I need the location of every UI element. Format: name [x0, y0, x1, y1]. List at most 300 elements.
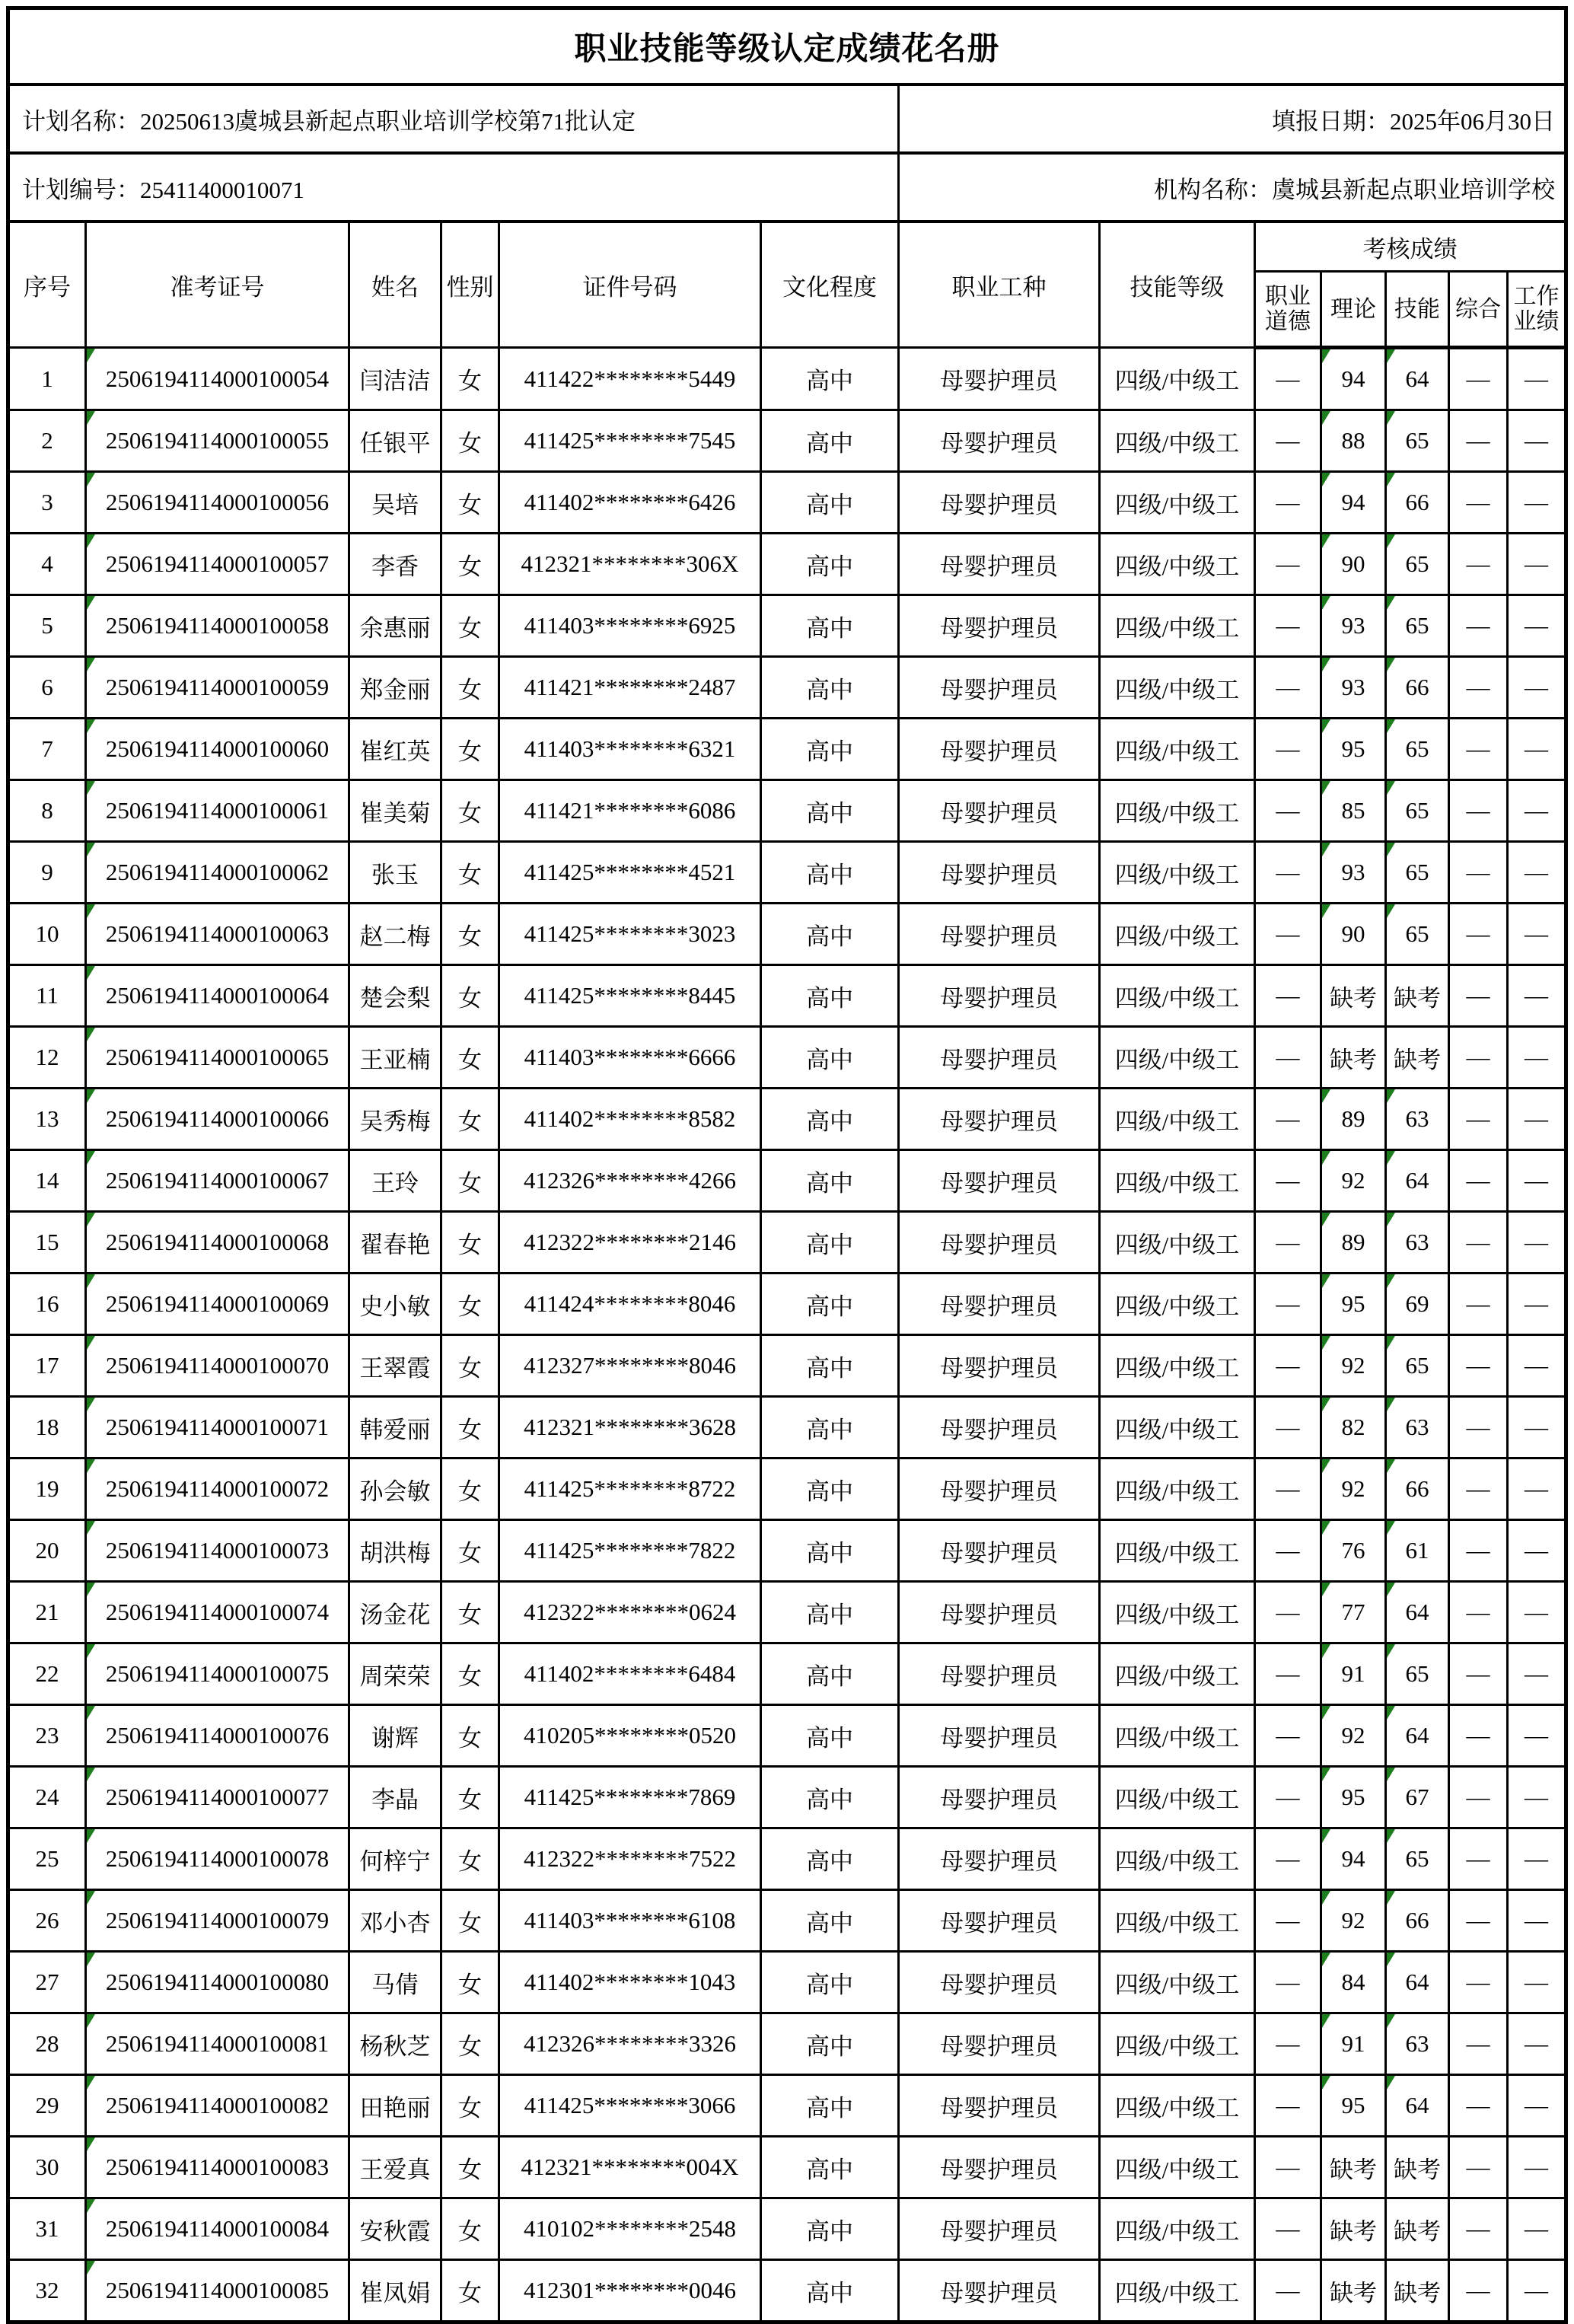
cell-comprehensive: — [1449, 1150, 1508, 1212]
cell-seq: 24 [8, 1767, 86, 1828]
cell-id-no: 412321********3628 [499, 1397, 761, 1458]
cell-skill-level: 四级/中级工 [1100, 1027, 1255, 1089]
table-row [8, 472, 1566, 534]
cell-name: 翟春艳 [349, 1212, 441, 1274]
cell-occupation: 母婴护理员 [899, 904, 1100, 965]
cell-exam-no: 2506194114000100074 [86, 1582, 349, 1643]
cell-name: 任银平 [349, 410, 441, 472]
cell-theory: 84 [1321, 1952, 1386, 2013]
cell-exam-no: 2506194114000100083 [86, 2137, 349, 2198]
table-row [8, 534, 1566, 595]
cell-skill-level: 四级/中级工 [1100, 472, 1255, 534]
cell-gender: 女 [441, 595, 499, 657]
cell-skill-level: 四级/中级工 [1100, 2260, 1255, 2322]
cell-comprehensive: — [1449, 1828, 1508, 1890]
cell-name: 楚会梨 [349, 965, 441, 1027]
cell-ethics: — [1255, 1520, 1321, 1582]
cell-id-no: 411402********8582 [499, 1089, 761, 1150]
table-row [8, 595, 1566, 657]
cell-skill-score: 缺考 [1386, 965, 1449, 1027]
cell-education: 高中 [761, 1274, 899, 1335]
cell-id-no: 410205********0520 [499, 1705, 761, 1767]
cell-seq: 31 [8, 2198, 86, 2260]
cell-work: — [1508, 1089, 1566, 1150]
cell-work: — [1508, 534, 1566, 595]
cell-skill-level: 四级/中级工 [1100, 965, 1255, 1027]
cell-skill-level: 四级/中级工 [1100, 534, 1255, 595]
cell-name: 汤金花 [349, 1582, 441, 1643]
table-row [8, 842, 1566, 904]
cell-comprehensive: — [1449, 1089, 1508, 1150]
cell-name: 崔红英 [349, 719, 441, 780]
table-row [8, 1089, 1566, 1150]
cell-ethics: — [1255, 1027, 1321, 1089]
cell-ethics: — [1255, 534, 1321, 595]
cell-id-no: 411403********6321 [499, 719, 761, 780]
cell-exam-no: 2506194114000100084 [86, 2198, 349, 2260]
header-work [1508, 272, 1566, 348]
cell-education: 高中 [761, 595, 899, 657]
header-ethics-label: 职业道德 [1265, 284, 1311, 334]
cell-occupation: 母婴护理员 [899, 965, 1100, 1027]
title-row [8, 8, 1566, 85]
cell-occupation: 母婴护理员 [899, 1767, 1100, 1828]
cell-theory: 82 [1321, 1397, 1386, 1458]
cell-occupation: 母婴护理员 [899, 1397, 1100, 1458]
cell-ethics: — [1255, 348, 1321, 410]
cell-skill-score: 63 [1386, 1212, 1449, 1274]
cell-exam-no: 2506194114000100059 [86, 657, 349, 719]
cell-skill-level: 四级/中级工 [1100, 1828, 1255, 1890]
cell-work: — [1508, 2198, 1566, 2260]
cell-exam-no: 2506194114000100068 [86, 1212, 349, 1274]
cell-skill-score: 66 [1386, 472, 1449, 534]
cell-id-no: 412322********2146 [499, 1212, 761, 1274]
cell-skill-score: 65 [1386, 780, 1449, 842]
table-row [8, 2075, 1566, 2137]
cell-skill-score: 65 [1386, 842, 1449, 904]
cell-name: 周荣荣 [349, 1643, 441, 1705]
cell-seq: 19 [8, 1458, 86, 1520]
cell-occupation: 母婴护理员 [899, 2013, 1100, 2075]
cell-comprehensive: — [1449, 1705, 1508, 1767]
cell-id-no: 412301********0046 [499, 2260, 761, 2322]
cell-skill-level: 四级/中级工 [1100, 2137, 1255, 2198]
cell-skill-level: 四级/中级工 [1100, 719, 1255, 780]
cell-id-no: 412327********8046 [499, 1335, 761, 1397]
cell-comprehensive: — [1449, 2198, 1508, 2260]
report-date: 填报日期：2025年06月30日 [899, 84, 1566, 153]
cell-gender: 女 [441, 2075, 499, 2137]
cell-education: 高中 [761, 1520, 899, 1582]
cell-gender: 女 [441, 1767, 499, 1828]
cell-theory: 缺考 [1321, 2260, 1386, 2322]
cell-comprehensive: — [1449, 1890, 1508, 1952]
cell-work: — [1508, 1520, 1566, 1582]
cell-occupation: 母婴护理员 [899, 534, 1100, 595]
cell-exam-no: 2506194114000100063 [86, 904, 349, 965]
cell-name: 王翠霞 [349, 1335, 441, 1397]
cell-skill-level: 四级/中级工 [1100, 348, 1255, 410]
cell-education: 高中 [761, 842, 899, 904]
cell-name: 田艳丽 [349, 2075, 441, 2137]
cell-skill-level: 四级/中级工 [1100, 2013, 1255, 2075]
cell-occupation: 母婴护理员 [899, 2198, 1100, 2260]
cell-occupation: 母婴护理员 [899, 348, 1100, 410]
cell-occupation: 母婴护理员 [899, 595, 1100, 657]
cell-skill-score: 64 [1386, 1150, 1449, 1212]
cell-skill-level: 四级/中级工 [1100, 1335, 1255, 1397]
cell-seq: 25 [8, 1828, 86, 1890]
cell-education: 高中 [761, 472, 899, 534]
cell-exam-no: 2506194114000100062 [86, 842, 349, 904]
table-row [8, 348, 1566, 410]
cell-seq: 9 [8, 842, 86, 904]
cell-ethics: — [1255, 2013, 1321, 2075]
cell-id-no: 411402********6484 [499, 1643, 761, 1705]
cell-ethics: — [1255, 780, 1321, 842]
table-row [8, 410, 1566, 472]
cell-theory: 缺考 [1321, 2137, 1386, 2198]
cell-skill-level: 四级/中级工 [1100, 2075, 1255, 2137]
cell-name: 郑金丽 [349, 657, 441, 719]
cell-gender: 女 [441, 1890, 499, 1952]
cell-comprehensive: — [1449, 348, 1508, 410]
cell-education: 高中 [761, 2013, 899, 2075]
cell-work: — [1508, 719, 1566, 780]
table-row [8, 1212, 1566, 1274]
cell-education: 高中 [761, 2260, 899, 2322]
cell-occupation: 母婴护理员 [899, 1520, 1100, 1582]
cell-id-no: 411402********6426 [499, 472, 761, 534]
cell-seq: 7 [8, 719, 86, 780]
cell-gender: 女 [441, 1335, 499, 1397]
cell-occupation: 母婴护理员 [899, 1274, 1100, 1335]
cell-work: — [1508, 657, 1566, 719]
cell-skill-level: 四级/中级工 [1100, 1890, 1255, 1952]
cell-name: 李晶 [349, 1767, 441, 1828]
cell-skill-level: 四级/中级工 [1100, 1458, 1255, 1520]
table-row [8, 2137, 1566, 2198]
cell-comprehensive: — [1449, 1212, 1508, 1274]
cell-ethics: — [1255, 595, 1321, 657]
cell-name: 吴秀梅 [349, 1089, 441, 1150]
cell-id-no: 412321********306X [499, 534, 761, 595]
cell-skill-score: 67 [1386, 1767, 1449, 1828]
cell-theory: 92 [1321, 1458, 1386, 1520]
cell-exam-no: 2506194114000100060 [86, 719, 349, 780]
table-row [8, 904, 1566, 965]
cell-seq: 23 [8, 1705, 86, 1767]
cell-theory: 95 [1321, 1274, 1386, 1335]
table-row [8, 1150, 1566, 1212]
table-row [8, 1767, 1566, 1828]
cell-theory: 90 [1321, 534, 1386, 595]
cell-skill-level: 四级/中级工 [1100, 657, 1255, 719]
cell-name: 王玲 [349, 1150, 441, 1212]
cell-skill-score: 65 [1386, 595, 1449, 657]
cell-gender: 女 [441, 1705, 499, 1767]
cell-name: 余惠丽 [349, 595, 441, 657]
table-row [8, 657, 1566, 719]
cell-exam-no: 2506194114000100072 [86, 1458, 349, 1520]
cell-gender: 女 [441, 1643, 499, 1705]
cell-work: — [1508, 1643, 1566, 1705]
cell-theory: 95 [1321, 719, 1386, 780]
cell-seq: 13 [8, 1089, 86, 1150]
cell-seq: 4 [8, 534, 86, 595]
cell-work: — [1508, 1335, 1566, 1397]
table-row [8, 1274, 1566, 1335]
cell-comprehensive: — [1449, 2260, 1508, 2322]
cell-gender: 女 [441, 472, 499, 534]
cell-work: — [1508, 1828, 1566, 1890]
cell-ethics: — [1255, 904, 1321, 965]
table-row [8, 1828, 1566, 1890]
cell-work: — [1508, 410, 1566, 472]
cell-education: 高中 [761, 1089, 899, 1150]
cell-comprehensive: — [1449, 1582, 1508, 1643]
cell-exam-no: 2506194114000100080 [86, 1952, 349, 2013]
cell-skill-score: 69 [1386, 1274, 1449, 1335]
cell-work: — [1508, 1458, 1566, 1520]
cell-theory: 76 [1321, 1520, 1386, 1582]
cell-gender: 女 [441, 1952, 499, 2013]
cell-ethics: — [1255, 1212, 1321, 1274]
cell-skill-score: 63 [1386, 1397, 1449, 1458]
cell-education: 高中 [761, 1582, 899, 1643]
cell-name: 王爱真 [349, 2137, 441, 2198]
header-score-group: 考核成绩 [1255, 222, 1566, 272]
cell-theory: 缺考 [1321, 2198, 1386, 2260]
cell-name: 安秋霞 [349, 2198, 441, 2260]
cell-skill-score: 65 [1386, 904, 1449, 965]
cell-theory: 77 [1321, 1582, 1386, 1643]
cell-exam-no: 2506194114000100079 [86, 1890, 349, 1952]
cell-education: 高中 [761, 780, 899, 842]
cell-exam-no: 2506194114000100082 [86, 2075, 349, 2137]
cell-occupation: 母婴护理员 [899, 780, 1100, 842]
cell-seq: 12 [8, 1027, 86, 1089]
cell-ethics: — [1255, 1643, 1321, 1705]
table-row [8, 780, 1566, 842]
table-row [8, 1397, 1566, 1458]
cell-ethics: — [1255, 657, 1321, 719]
cell-comprehensive: — [1449, 2137, 1508, 2198]
cell-work: — [1508, 965, 1566, 1027]
cell-seq: 29 [8, 2075, 86, 2137]
cell-skill-score: 64 [1386, 2075, 1449, 2137]
plan-name: 计划名称：20250613虞城县新起点职业培训学校第71批认定 [8, 84, 899, 153]
cell-skill-score: 63 [1386, 1089, 1449, 1150]
cell-theory: 92 [1321, 1705, 1386, 1767]
cell-ethics: — [1255, 1890, 1321, 1952]
cell-theory: 93 [1321, 842, 1386, 904]
cell-exam-no: 2506194114000100065 [86, 1027, 349, 1089]
cell-skill-level: 四级/中级工 [1100, 1767, 1255, 1828]
cell-skill-score: 缺考 [1386, 2260, 1449, 2322]
cell-id-no: 411422********5449 [499, 348, 761, 410]
cell-exam-no: 2506194114000100056 [86, 472, 349, 534]
cell-skill-level: 四级/中级工 [1100, 780, 1255, 842]
cell-id-no: 411425********3066 [499, 2075, 761, 2137]
cell-occupation: 母婴护理员 [899, 1150, 1100, 1212]
cell-ethics: — [1255, 1952, 1321, 2013]
cell-education: 高中 [761, 1643, 899, 1705]
cell-skill-score: 66 [1386, 657, 1449, 719]
cell-theory: 缺考 [1321, 1027, 1386, 1089]
cell-comprehensive: — [1449, 1335, 1508, 1397]
cell-name: 闫洁洁 [349, 348, 441, 410]
cell-comprehensive: — [1449, 2013, 1508, 2075]
cell-occupation: 母婴护理员 [899, 657, 1100, 719]
cell-occupation: 母婴护理员 [899, 1089, 1100, 1150]
cell-skill-score: 65 [1386, 1828, 1449, 1890]
cell-gender: 女 [441, 1520, 499, 1582]
table-row [8, 1335, 1566, 1397]
cell-name: 张玉 [349, 842, 441, 904]
roster-table [6, 6, 1568, 2324]
cell-id-no: 411424********8046 [499, 1274, 761, 1335]
cell-occupation: 母婴护理员 [899, 472, 1100, 534]
cell-work: — [1508, 1397, 1566, 1458]
cell-gender: 女 [441, 1582, 499, 1643]
cell-gender: 女 [441, 1274, 499, 1335]
cell-seq: 17 [8, 1335, 86, 1397]
cell-ethics: — [1255, 2260, 1321, 2322]
table-row [8, 1582, 1566, 1643]
cell-work: — [1508, 2260, 1566, 2322]
header-row-main [8, 222, 1566, 272]
cell-skill-score: 64 [1386, 1705, 1449, 1767]
cell-comprehensive: — [1449, 780, 1508, 842]
cell-id-no: 411403********6925 [499, 595, 761, 657]
cell-theory: 89 [1321, 1089, 1386, 1150]
cell-id-no: 412322********0624 [499, 1582, 761, 1643]
header-skill: 技能 [1386, 272, 1449, 348]
cell-skill-level: 四级/中级工 [1100, 1397, 1255, 1458]
cell-seq: 11 [8, 965, 86, 1027]
cell-education: 高中 [761, 657, 899, 719]
cell-name: 马倩 [349, 1952, 441, 2013]
cell-exam-no: 2506194114000100077 [86, 1767, 349, 1828]
table-row [8, 2260, 1566, 2322]
cell-name: 谢辉 [349, 1705, 441, 1767]
cell-seq: 6 [8, 657, 86, 719]
cell-ethics: — [1255, 472, 1321, 534]
cell-work: — [1508, 348, 1566, 410]
cell-comprehensive: — [1449, 2075, 1508, 2137]
table-body [8, 348, 1566, 2322]
table-head-and-body [8, 8, 1566, 348]
cell-ethics: — [1255, 1458, 1321, 1520]
cell-comprehensive: — [1449, 1952, 1508, 2013]
cell-skill-score: 64 [1386, 1582, 1449, 1643]
table-row [8, 1890, 1566, 1952]
cell-gender: 女 [441, 904, 499, 965]
cell-skill-score: 65 [1386, 534, 1449, 595]
cell-theory: 93 [1321, 657, 1386, 719]
cell-gender: 女 [441, 1397, 499, 1458]
header-gender: 性别 [441, 222, 499, 348]
header-name: 姓名 [349, 222, 441, 348]
cell-occupation: 母婴护理员 [899, 410, 1100, 472]
cell-name: 胡洪梅 [349, 1520, 441, 1582]
cell-occupation: 母婴护理员 [899, 1643, 1100, 1705]
cell-id-no: 411425********7869 [499, 1767, 761, 1828]
cell-occupation: 母婴护理员 [899, 2075, 1100, 2137]
cell-ethics: — [1255, 842, 1321, 904]
cell-gender: 女 [441, 1027, 499, 1089]
cell-skill-level: 四级/中级工 [1100, 1643, 1255, 1705]
cell-work: — [1508, 1952, 1566, 2013]
cell-skill-score: 缺考 [1386, 1027, 1449, 1089]
cell-id-no: 412326********3326 [499, 2013, 761, 2075]
cell-exam-no: 2506194114000100054 [86, 348, 349, 410]
cell-skill-score: 缺考 [1386, 2137, 1449, 2198]
cell-skill-level: 四级/中级工 [1100, 1274, 1255, 1335]
cell-gender: 女 [441, 2013, 499, 2075]
cell-seq: 16 [8, 1274, 86, 1335]
cell-id-no: 411425********8722 [499, 1458, 761, 1520]
cell-skill-score: 65 [1386, 1643, 1449, 1705]
cell-skill-score: 63 [1386, 2013, 1449, 2075]
cell-id-no: 410102********2548 [499, 2198, 761, 2260]
cell-education: 高中 [761, 2137, 899, 2198]
cell-gender: 女 [441, 534, 499, 595]
cell-education: 高中 [761, 1890, 899, 1952]
table-row [8, 1643, 1566, 1705]
header-comprehensive: 综合 [1449, 272, 1508, 348]
cell-gender: 女 [441, 2198, 499, 2260]
cell-skill-level: 四级/中级工 [1100, 1520, 1255, 1582]
cell-name: 李香 [349, 534, 441, 595]
cell-work: — [1508, 472, 1566, 534]
table-row [8, 1952, 1566, 2013]
cell-work: — [1508, 1705, 1566, 1767]
cell-seq: 10 [8, 904, 86, 965]
cell-id-no: 411421********2487 [499, 657, 761, 719]
header-id-no: 证件号码 [499, 222, 761, 348]
cell-education: 高中 [761, 904, 899, 965]
cell-occupation: 母婴护理员 [899, 2260, 1100, 2322]
cell-ethics: — [1255, 1767, 1321, 1828]
cell-exam-no: 2506194114000100066 [86, 1089, 349, 1150]
cell-exam-no: 2506194114000100057 [86, 534, 349, 595]
cell-name: 邓小杏 [349, 1890, 441, 1952]
cell-skill-level: 四级/中级工 [1100, 1705, 1255, 1767]
cell-seq: 21 [8, 1582, 86, 1643]
cell-id-no: 411421********6086 [499, 780, 761, 842]
cell-occupation: 母婴护理员 [899, 1212, 1100, 1274]
cell-gender: 女 [441, 410, 499, 472]
cell-theory: 91 [1321, 2013, 1386, 2075]
cell-exam-no: 2506194114000100073 [86, 1520, 349, 1582]
cell-gender: 女 [441, 2260, 499, 2322]
cell-ethics: — [1255, 1705, 1321, 1767]
cell-gender: 女 [441, 1089, 499, 1150]
cell-education: 高中 [761, 1767, 899, 1828]
cell-theory: 85 [1321, 780, 1386, 842]
cell-seq: 3 [8, 472, 86, 534]
cell-gender: 女 [441, 348, 499, 410]
cell-theory: 缺考 [1321, 965, 1386, 1027]
cell-theory: 88 [1321, 410, 1386, 472]
cell-name: 何梓宁 [349, 1828, 441, 1890]
cell-occupation: 母婴护理员 [899, 842, 1100, 904]
cell-skill-level: 四级/中级工 [1100, 1212, 1255, 1274]
cell-theory: 94 [1321, 1828, 1386, 1890]
